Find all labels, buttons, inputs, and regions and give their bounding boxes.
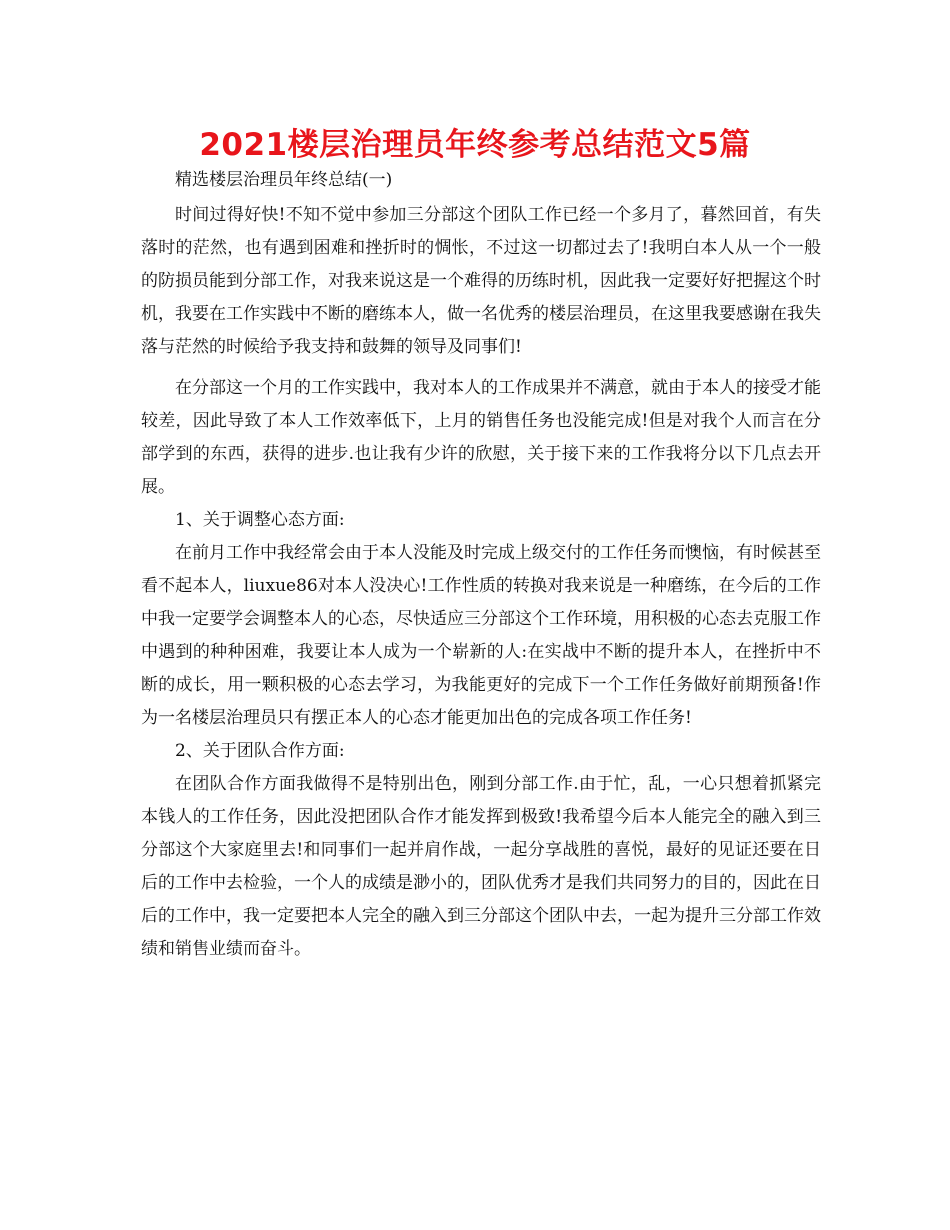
list-heading-1: 1、关于调整心态方面:: [175, 510, 345, 530]
paragraph-4: 在团队合作方面我做得不是特别出色，刚到分部工作.由于忙，乱，一心只想着抓紧完本钱人的工作任务，因此没把团队合作才能发挥到极致!我希望今后本人能完全的融入到三分部这个大家庭里去!和同事们一起并肩作战，一起分享战胜的喜悦，最好的见证还要在日后的工作中去检验，一个人的成绩是渺小的，团队优秀才是我们共同努力的目的，因此在日后的工作中，我一定要把本人完全的融入到三分部这个团队中去，一起为提升三分部工作效绩和销售业绩而奋斗。: [141, 774, 821, 959]
paragraph-1: 时间过得好快!不知不觉中参加三分部这个团队工作已经一个多月了，暮然回首，有失落时的茫然，也有遇到困难和挫折时的惆怅，不过这一切都过去了!我明白本人从一个一般的防损员能到分部工作，对我来说这是一个难得的历练时机，因此我一定要好好把握这个时机，我要在工作实践中不断的磨练本人，做一名优秀的楼层治理员，在这里我要感谢在我失落与茫然的时候给予我支持和鼓舞的领导及同事们!: [141, 205, 821, 357]
section-heading: 精选楼层治理员年终总结(一): [175, 170, 393, 190]
document-body: [141, 166, 821, 966]
paragraph-3: 在前月工作中我经常会由于本人没能及时完成上级交付的工作任务而懊恼，有时候甚至看不起本人，liuxue86对本人没决心!工作性质的转换对我来说是一种磨练，在今后的工作中我一定要学会调整本人的心态，尽快适应三分部这个工作环境，用积极的心态去克服工作中遇到的种种困难，我要让本人成为一个崭新的人:在实战中不断的提升本人，在挫折中不断的成长，用一颗积极的心态去学习，为我能更好的完成下一个工作任务做好前期预备!作为一名楼层治理员只有摆正本人的心态才能更加出色的完成各项工作任务!: [141, 543, 821, 728]
paragraph-2: 在分部这一个月的工作实践中，我对本人的工作成果并不满意，就由于本人的接受才能较差，因此导致了本人工作效率低下，上月的销售任务也没能完成!但是对我个人而言在分部学到的东西，获得的进步.也让我有少许的欣慰，关于接下来的工作我将分以下几点去开展。: [141, 378, 821, 497]
document-title: 2021楼层治理员年终参考总结范文5篇: [199, 127, 751, 163]
list-heading-2: 2、关于团队合作方面:: [175, 741, 345, 761]
